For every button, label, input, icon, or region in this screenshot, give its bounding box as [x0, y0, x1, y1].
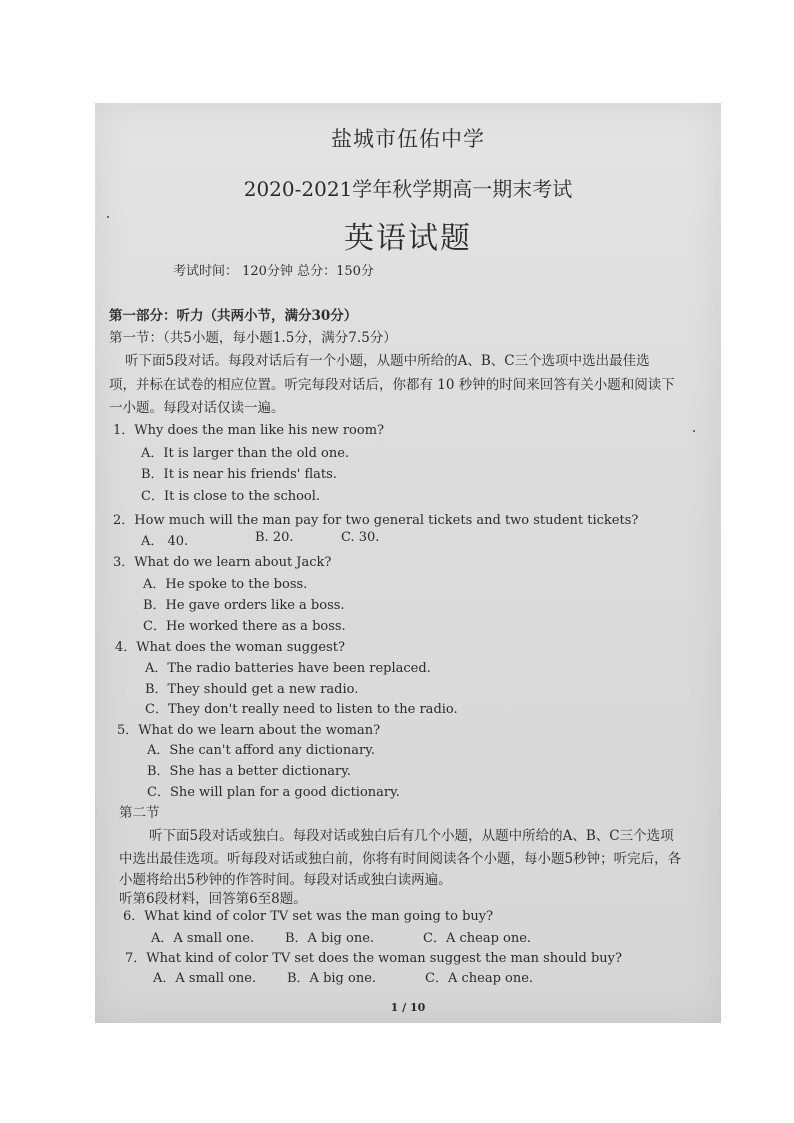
option-b: B．A big one. — [285, 931, 375, 946]
question-4 — [115, 636, 345, 655]
speck-mark — [107, 216, 109, 218]
exam-page — [95, 103, 721, 1023]
question-number: 6． — [123, 909, 145, 924]
section2-instruction-line: 小题将给出5秒钟的作答时间。每段对话或独白读两遍。 — [119, 872, 452, 888]
question-text: What kind of color TV set was the man going to buy? — [144, 909, 494, 924]
option-b: B．She has a better dictionary. — [147, 764, 352, 779]
option-c: C．A cheap one. — [425, 971, 534, 986]
section1-instruction-line: 一小题。每段对话仅读一遍。 — [109, 400, 285, 416]
question-7 — [125, 947, 622, 966]
option-a: A．A small one. — [153, 971, 257, 986]
question-text: What kind of color TV set does the woman suggest the man should buy? — [146, 951, 622, 966]
option-b: B．They should get a new radio. — [145, 682, 359, 697]
page-number: 1 / 10 — [390, 1001, 426, 1014]
question-text: Why does the man like his new room? — [134, 423, 384, 438]
question-number: 5． — [117, 723, 139, 738]
section1-instruction-line: 项，并标在试卷的相应位置。听完每段对话后，你都有 10 秒钟的时间来回答有关小题和阅读下 — [109, 377, 675, 393]
question-text: What do we learn about Jack? — [134, 555, 332, 570]
question-1 — [113, 419, 384, 438]
question-6 — [123, 905, 493, 924]
option-c: C．He worked there as a boss. — [143, 619, 346, 634]
question-3 — [113, 551, 331, 570]
question-number: 2． — [113, 513, 135, 528]
question-number: 1． — [113, 423, 135, 438]
option-c: C．They don't really need to listen to the radio. — [145, 702, 458, 717]
question-number: 7． — [125, 951, 147, 966]
section2-instruction-line: 听下面5段对话或独白。每段对话或独白后有几个小题，从题中所给的A、B、C三个选项 — [149, 828, 674, 844]
option-b: B．A big one. — [287, 971, 377, 986]
section1-instruction-line: 听下面5段对话。每段对话后有一个小题，从题中所给的A、B、C三个选项中选出最佳选 — [125, 353, 650, 369]
option-b: B．He gave orders like a boss. — [143, 598, 345, 613]
school-name: 盐城市伍佑中学 — [331, 127, 485, 151]
option-a: A．He spoke to the boss. — [143, 577, 308, 592]
question-text: What do we learn about the woman? — [138, 723, 381, 738]
option-a: A． 40. — [141, 534, 189, 549]
exam-term: 2020-2021学年秋学期高一期末考试 — [243, 177, 573, 201]
option-b: B．It is near his friends' flats. — [141, 467, 337, 482]
option-b: B. 20. — [255, 530, 294, 545]
section2-title: 第二节 — [119, 805, 160, 821]
option-a: A．The radio batteries have been replaced. — [145, 661, 431, 676]
option-a: A．It is larger than the old one. — [141, 446, 350, 461]
section1-title: 第一节：（共5小题，每小题1.5分，满分7.5分） — [109, 330, 397, 346]
option-c: C．It is close to the school. — [141, 489, 321, 504]
option-c: C．She will plan for a good dictionary. — [147, 785, 400, 800]
option-a: A．She can't afford any dictionary. — [147, 743, 375, 758]
option-a: A．A small one. — [151, 931, 255, 946]
exam-subject: 英语试题 — [344, 221, 472, 256]
section2-instruction-line: 中选出最佳选项。听每段对话或独白前，你将有时间阅读各个小题，每小题5秒钟；听完后，各 — [119, 851, 682, 867]
question-text: How much will the man pay for two general tickets and two student tickets? — [134, 513, 639, 528]
part1-title: 第一部分：听力（共两小节，满分30分） — [109, 308, 358, 324]
material-note: 听第6段材料，回答第6至8题。 — [119, 891, 307, 907]
question-number: 3． — [113, 555, 135, 570]
question-text: What does the woman suggest? — [136, 640, 345, 655]
question-2 — [113, 509, 638, 528]
speck-mark — [693, 430, 695, 432]
question-number: 4． — [115, 640, 137, 655]
option-c: C．A cheap one. — [423, 931, 532, 946]
exam-info: 考试时间： 120分钟 总分：150分 — [173, 264, 374, 279]
question-5 — [117, 719, 380, 738]
option-c: C. 30. — [341, 530, 380, 545]
